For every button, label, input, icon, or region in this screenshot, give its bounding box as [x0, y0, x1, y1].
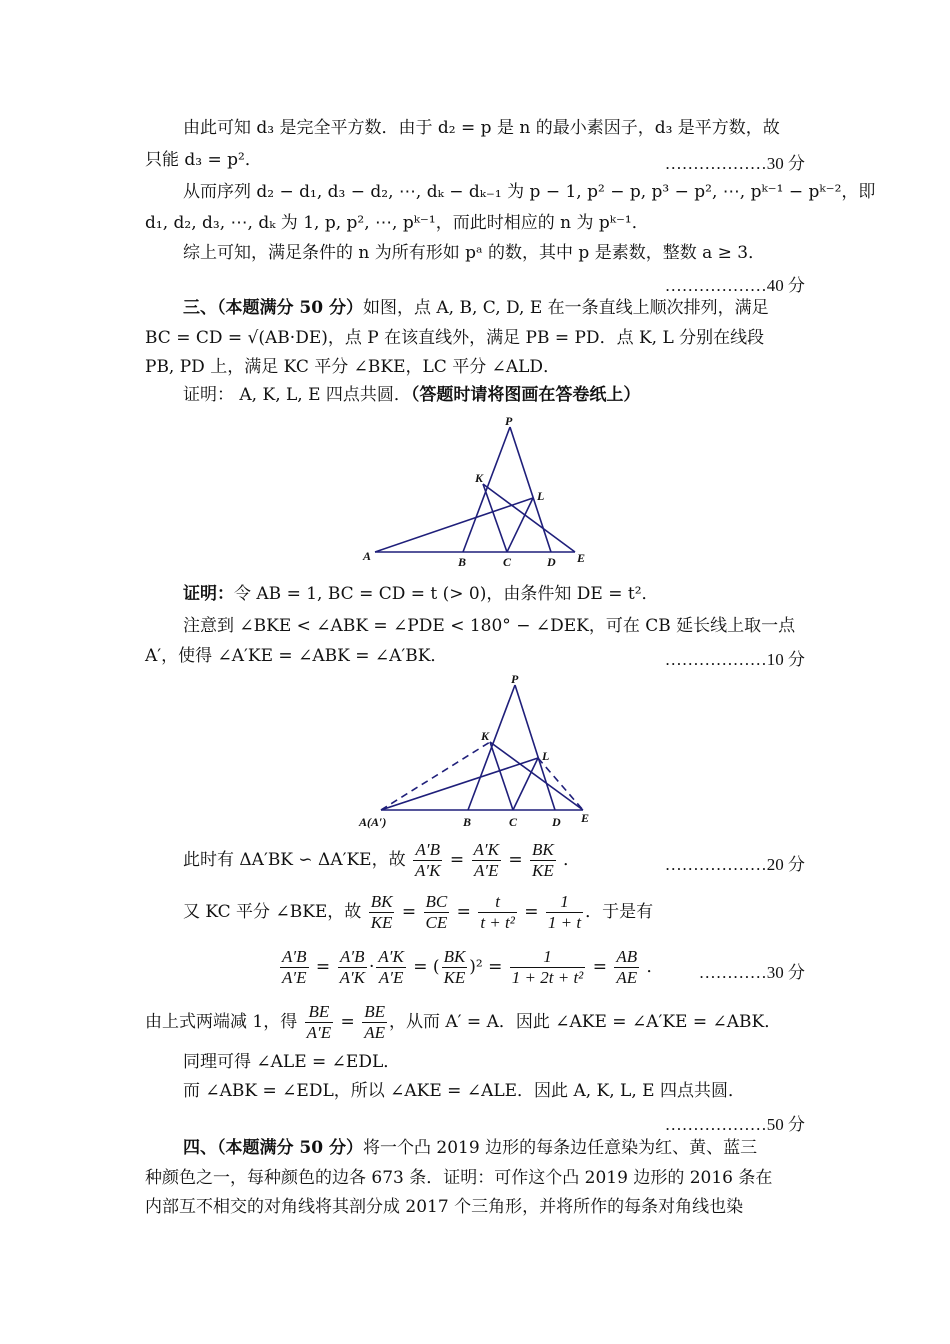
fraction	[614, 947, 639, 988]
proof-intro-line	[183, 583, 659, 605]
fraction	[362, 1002, 387, 1043]
text-line: 内部互不相交的对角线将其剖分成 2017 个三角形，并将所作的每条对角线也染	[145, 1197, 744, 1217]
denominator: A′K	[339, 968, 366, 987]
label-D: D	[552, 815, 561, 829]
text-line: PB, PD 上，满足 KC 平分 ∠BKE，LC 平分 ∠ALD．	[145, 357, 561, 377]
score-marker: ………………10 分	[664, 650, 805, 669]
numerator: AB	[616, 947, 638, 966]
numerator: A′K	[473, 840, 499, 859]
text-line: 综上可知，满足条件的 n 为所有形如 pᵃ 的数，其中 p 是素数，整数 a ≥ 3．	[183, 243, 766, 263]
label-K: K	[475, 471, 484, 485]
problem-3-heading: 三、（本题满分 50 分）	[183, 298, 363, 318]
label-P: P	[511, 672, 519, 686]
segment-PB	[463, 427, 510, 552]
text-line: 由此可知 d₃ 是完全平方数．由于 d₂ = p 是 n 的最小素因子，d₃ 是平方数，故	[183, 118, 780, 138]
label-L: L	[542, 749, 550, 763]
ratio-equation: $\frac{A'B}{A'E}$ = $\frac{A'B}{A'K}$ · $\frac{A'K}{A'E}$ = ( $\frac{BK}{KE}$ )² = $\frac{1}{\text{1 + 2t + t²}}$ = $\frac{AB}{AE}$ ．	[282, 947, 664, 987]
problem-4-text: 将一个凸 2019 边形的每条边任意染为红、黄、蓝三	[363, 1138, 758, 1158]
fraction	[305, 1002, 334, 1043]
fraction	[478, 892, 517, 933]
denominator: 1 + 2t + t²	[511, 968, 584, 987]
numerator: A′K	[378, 947, 404, 966]
denominator: t + t²	[480, 913, 515, 932]
score-marker: ………………20 分	[664, 855, 805, 874]
denominator: A′K	[415, 861, 441, 880]
dashed-segment-LE	[538, 758, 583, 810]
denominator: AE	[364, 1023, 385, 1042]
problem-3-line	[183, 297, 769, 319]
numerator: A′B	[413, 840, 442, 861]
segment-AL	[381, 758, 538, 810]
numerator: A′B	[338, 947, 367, 968]
segment-PD	[515, 685, 555, 810]
segment-KE	[483, 484, 575, 552]
score-marker: ………………30 分	[664, 154, 805, 173]
text-line: A′，使得 ∠A′KE = ∠ABK = ∠A′BK．	[145, 646, 448, 666]
label-C: C	[509, 815, 518, 829]
denominator: A′E	[378, 968, 404, 987]
dashed-segment-AK	[381, 742, 490, 810]
fraction	[424, 892, 450, 933]
text-span: 又 KC 平分 ∠BKE，故	[183, 902, 362, 922]
bisector-line: 又 KC 平分 ∠BKE，故 $\frac{BK}{KE}$ = $\frac{BC}{CE}$ = $\frac{t}{\text{t + t²}}$ = $\frac{1}{1 + t}$ ．于是有	[183, 892, 654, 932]
denominator: 1 + t	[547, 913, 582, 932]
text-span: ，从而 A′ = A．因此 ∠AKE = ∠A′KE = ∠ABK．	[388, 1012, 782, 1032]
denominator: AE	[616, 968, 638, 987]
text-line: 注意到 ∠BKE < ∠ABK = ∠PDE < 180° − ∠DEK，可在 CB 延长线上取一点	[183, 616, 796, 636]
score-marker: ………………40 分	[664, 276, 805, 295]
fraction	[338, 947, 367, 988]
numerator: BK	[532, 840, 554, 859]
label-E: E	[581, 811, 590, 825]
numerator: 1	[510, 947, 586, 968]
score-marker: ………………50 分	[664, 1115, 805, 1134]
label-D: D	[547, 555, 556, 569]
proof-heading: 证明：	[183, 584, 234, 604]
proof-text: 令 AB = 1, BC = CD = t (> 0)，由条件知 DE = t²．	[234, 584, 659, 604]
text-span: 此时有 ΔA′BK ∽ ΔA′KE，故	[183, 850, 406, 870]
text-line: 只能 d₃ = p²．	[145, 150, 262, 170]
denominator: A′E	[306, 1023, 332, 1042]
text-line: 而 ∠ABK = ∠EDL，所以 ∠AKE = ∠ALE．因此 A, K, L, E 四点共圆．	[183, 1081, 745, 1101]
segment-KC	[483, 484, 507, 552]
text-line: 同理可得 ∠ALE = ∠EDL．	[183, 1052, 401, 1072]
label-L: L	[537, 489, 545, 503]
numerator: A′B	[282, 947, 307, 966]
denominator: KE	[370, 913, 393, 932]
text-span: 由上式两端减 1，得	[145, 1012, 298, 1032]
numerator: t	[478, 892, 517, 913]
label-B: B	[458, 555, 467, 569]
fraction	[472, 840, 501, 881]
answer-note: （答题时请将图画在答卷纸上）	[410, 385, 641, 405]
similarity-line: 此时有 ΔA′BK ∽ ΔA′KE，故 $\frac{A'B}{A'K}$ = $\frac{A'K}{A'E}$ = $\frac{BK}{KE}$ ．	[183, 840, 581, 880]
label-A: A	[363, 549, 372, 563]
denominator: KE	[532, 861, 554, 880]
text-line: d₁, d₂, d₃, ⋯, dₖ 为 1, p, p², ⋯, pᵏ⁻¹，而此时相应的 n 为 pᵏ⁻¹．	[145, 213, 649, 233]
prove-statement: 证明： A, K, L, E 四点共圆．	[183, 385, 411, 405]
label-B: B	[463, 815, 472, 829]
problem-3-text: 如图，点 A, B, C, D, E 在一条直线上顺次排列，满足	[363, 298, 769, 318]
label-E: E	[577, 551, 586, 565]
numerator: BK	[443, 947, 466, 966]
text-line: 种颜色之一，每种颜色的边各 673 条．证明：可作这个凸 2019 边形的 2016 条在	[145, 1168, 773, 1188]
fraction	[510, 947, 586, 988]
segment-KC	[490, 742, 513, 810]
problem-4-heading: 四、（本题满分 50 分）	[183, 1138, 363, 1158]
label-A: A(A′)	[359, 815, 387, 829]
figure-2	[355, 670, 600, 835]
segment-AL	[375, 498, 533, 552]
problem-3-prompt	[183, 384, 640, 406]
fraction	[546, 892, 583, 933]
text-line: 从而序列 d₂ − d₁, d₃ − d₂, ⋯, dₖ − dₖ₋₁ 为 p − 1, p² − p, p³ − p², ⋯, pᵏ⁻¹ − pᵏ⁻²，即	[183, 182, 876, 202]
fraction	[442, 947, 468, 988]
denominator: KE	[443, 968, 466, 987]
denominator: CE	[425, 913, 448, 932]
denominator: A′E	[473, 861, 499, 880]
denominator: A′E	[282, 968, 307, 987]
numerator: BK	[370, 892, 393, 911]
label-K: K	[481, 729, 490, 743]
figure-1	[355, 412, 595, 572]
fraction	[280, 947, 309, 988]
score-marker: …………30 分	[698, 963, 805, 982]
fraction	[376, 947, 405, 988]
numerator: BE	[364, 1002, 385, 1021]
fraction	[530, 840, 556, 881]
fraction	[369, 892, 395, 933]
subtract-line: 由上式两端减 1，得 $\frac{BE}{A'E}$ = $\frac{BE}{AE}$ ，从而 A′ = A．因此 ∠AKE = ∠A′KE = ∠ABK．	[145, 1002, 782, 1042]
text-line: BC = CD = √(AB·DE)，点 P 在该直线外，满足 PB = PD．点 K, L 分别在线段	[145, 328, 765, 348]
numerator: BE	[305, 1002, 334, 1023]
label-P: P	[505, 414, 513, 428]
numerator: 1	[546, 892, 583, 913]
numerator: BC	[425, 892, 448, 911]
problem-4-line	[183, 1137, 757, 1159]
text-span: ．于是有	[585, 902, 654, 922]
fraction	[413, 840, 442, 881]
label-C: C	[503, 555, 512, 569]
